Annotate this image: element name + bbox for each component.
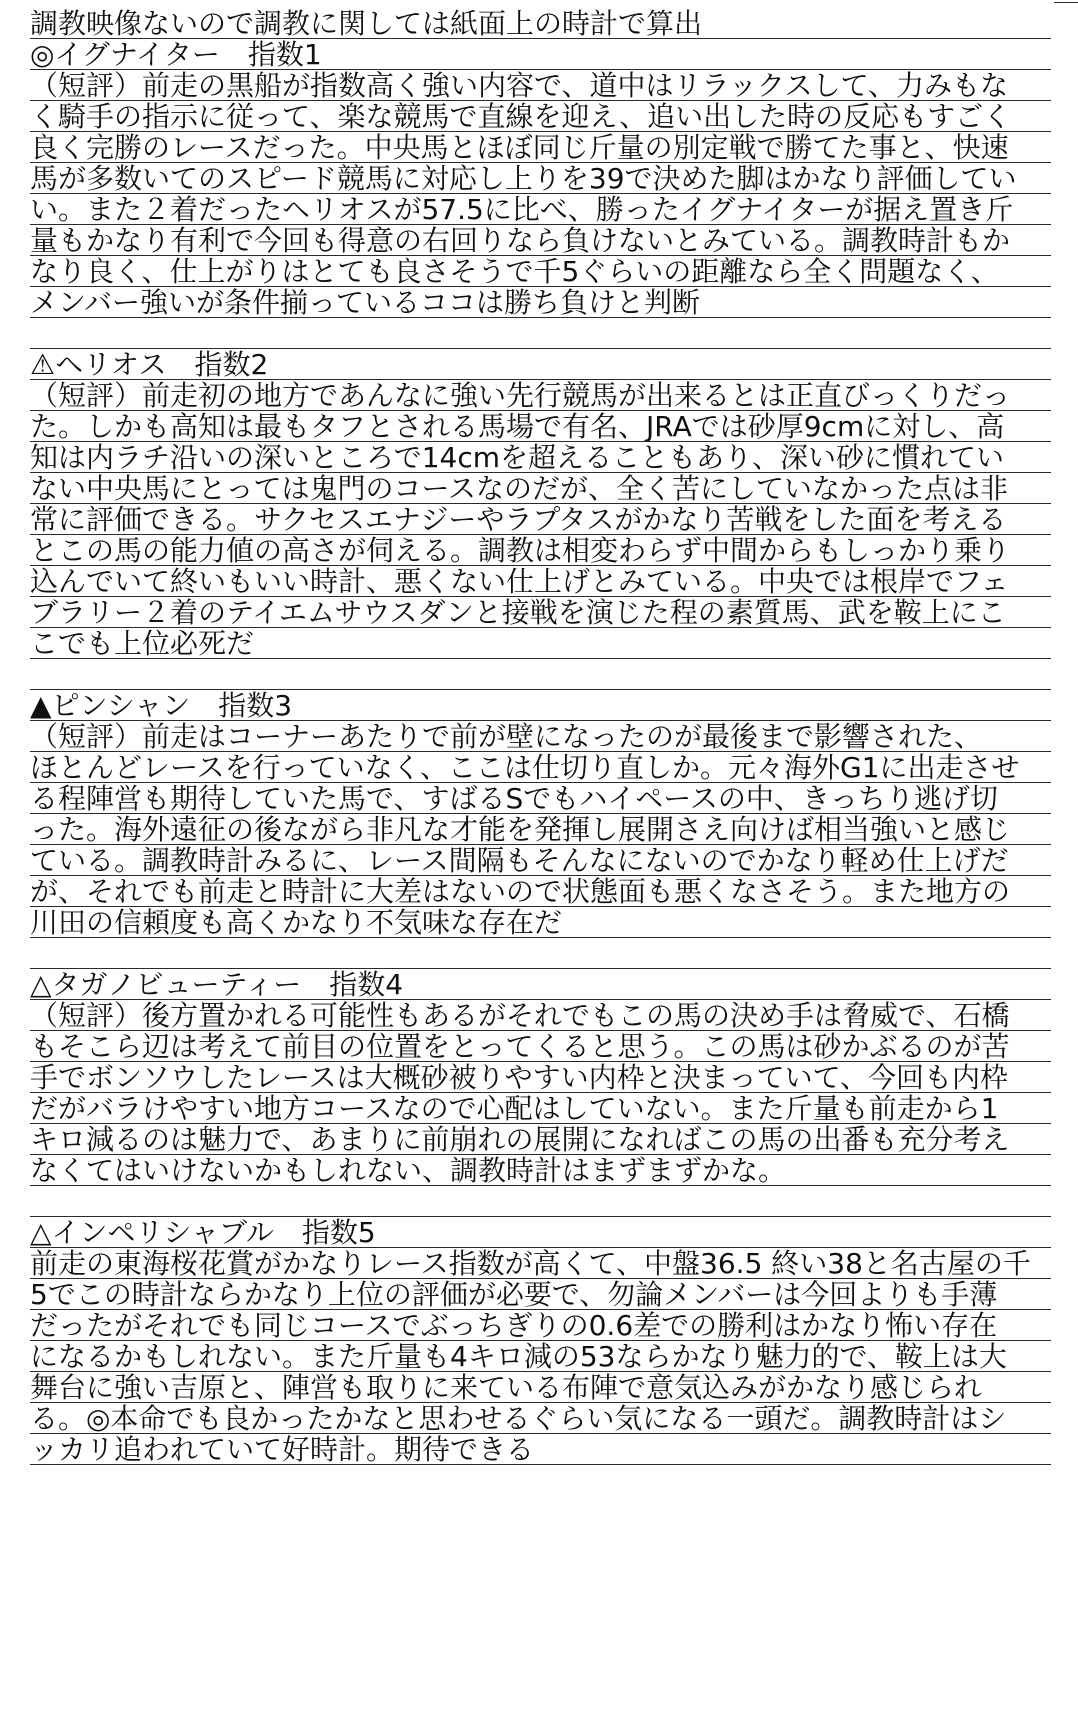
horse-heading: △タガノビューティー 指数4 — [30, 969, 1051, 1000]
text-line: メンバー強いが条件揃っているココは勝ち負けと判断 — [30, 287, 1051, 318]
text-line: ッカリ追われていて好時計。期待できる — [30, 1434, 1051, 1465]
horse-section-4 — [30, 969, 1051, 1186]
horse-section-3 — [30, 690, 1051, 938]
text-line: （短評）前走初の地方であんなに強い先行競馬が出来るとは正直びっくりだっ — [30, 380, 1051, 411]
text-line: 川田の信頼度も高くかなり不気味な存在だ — [30, 907, 1051, 938]
text-line: 量もかなり有利で今回も得意の右回りなら負けないとみている。調教時計もか — [30, 225, 1051, 256]
text-line: る。◎本命でも良かったかなと思わせるぐらい気になる一頭だ。調教時計はシ — [30, 1403, 1051, 1434]
horse-heading: ⚠ヘリオス 指数2 — [30, 349, 1051, 380]
horse-heading: ◎イグナイター 指数1 — [30, 39, 1051, 70]
text-line: こでも上位必死だ — [30, 628, 1051, 659]
blank-ruled-line — [30, 1186, 1051, 1217]
horse-section-2 — [30, 349, 1051, 659]
blank-ruled-line — [30, 938, 1051, 969]
blank-ruled-line — [30, 318, 1051, 349]
horse-section-1 — [30, 39, 1051, 318]
text-line: い。また２着だったヘリオスが57.5に比べ、勝ったイグナイターが据え置き斤 — [30, 194, 1051, 225]
text-line: もそこら辺は考えて前目の位置をとってくると思う。この馬は砂かぶるのが苦 — [30, 1031, 1051, 1062]
text-line: キロ減るのは魅力で、あまりに前崩れの展開になればこの馬の出番も充分考え — [30, 1124, 1051, 1155]
text-line: 込んでいて終いもいい時計、悪くない仕上げとみている。中央では根岸でフェ — [30, 566, 1051, 597]
text-line: 知は内ラチ沿いの深いところで14cmを超えることもあり、深い砂に慣れてい — [30, 442, 1051, 473]
text-line: だがバラけやすい地方コースなので心配はしていない。また斤量も前走から1 — [30, 1093, 1051, 1124]
text-line: になるかもしれない。また斤量も4キロ減の53ならかなり魅力的で、鞍上は大 — [30, 1341, 1051, 1372]
text-line: 前走の東海桜花賞がかなりレース指数が高くて、中盤36.5 終い38と名古屋の千 — [30, 1248, 1051, 1279]
text-line: く騎手の指示に従って、楽な競馬で直線を迎え、追い出した時の反応もすごく — [30, 101, 1051, 132]
text-line: 常に評価できる。サクセスエナジーやラプタスがかなり苦戦をした面を考える — [30, 504, 1051, 535]
text-line: 舞台に強い吉原と、陣営も取りに来ている布陣で意気込みがかなり感じられ — [30, 1372, 1051, 1403]
text-line: （短評）後方置かれる可能性もあるがそれでもこの馬の決め手は脅威で、石橋 — [30, 1000, 1051, 1031]
text-line: 良く完勝のレースだった。中央馬とほぼ同じ斤量の別定戦で勝てた事と、快速 — [30, 132, 1051, 163]
intro-line: 調教映像ないので調教に関しては紙面上の時計で算出 — [30, 8, 1051, 39]
ruled-note-sheet — [30, 8, 1051, 1465]
text-line: 馬が多数いてのスピード競馬に対応し上りを39で決めた脚はかなり評価してい — [30, 163, 1051, 194]
text-line: った。海外遠征の後ながら非凡な才能を発揮し展開さえ向けば相当強いと感じ — [30, 814, 1051, 845]
text-line: とこの馬の能力値の高さが伺える。調教は相変わらず中間からもしっかり乗り — [30, 535, 1051, 566]
text-line: た。しかも高知は最もタフとされる馬場で有名、JRAでは砂厚9cmに対し、高 — [30, 411, 1051, 442]
text-line: ない中央馬にとっては鬼門のコースなのだが、全く苦にしていなかった点は非 — [30, 473, 1051, 504]
horse-heading: △インペリシャブル 指数5 — [30, 1217, 1051, 1248]
text-line: だったがそれでも同じコースでぶっちぎりの0.6差での勝利はかなり怖い存在 — [30, 1310, 1051, 1341]
text-line: （短評）前走の黒船が指数高く強い内容で、道中はリラックスして、力みもな — [30, 70, 1051, 101]
text-line: なくてはいけないかもしれない、調教時計はまずまずかな。 — [30, 1155, 1051, 1186]
text-line: ている。調教時計みるに、レース間隔もそんなにないのでかなり軽め仕上げだ — [30, 845, 1051, 876]
text-line: 5でこの時計ならかなり上位の評価が必要で、勿論メンバーは今回よりも手薄 — [30, 1279, 1051, 1310]
text-line: る程陣営も期待していた馬で、すばるSでもハイペースの中、きっちり逃げ切 — [30, 783, 1051, 814]
horse-heading: ▲ピンシャン 指数3 — [30, 690, 1051, 721]
horse-section-5 — [30, 1217, 1051, 1465]
text-line: が、それでも前走と時計に大差はないので状態面も悪くなさそう。また地方の — [30, 876, 1051, 907]
text-line: ほとんどレースを行っていなく、ここは仕切り直しか。元々海外G1に出走させ — [30, 752, 1051, 783]
text-line: （短評）前走はコーナーあたりで前が壁になったのが最後まで影響された、 — [30, 721, 1051, 752]
text-line: ブラリー２着のテイエムサウスダンと接戦を演じた程の素質馬、武を鞍上にこ — [30, 597, 1051, 628]
top-edge-rule — [1054, 2, 1078, 3]
blank-ruled-line — [30, 659, 1051, 690]
text-line: なり良く、仕上がりはとても良さそうで千5ぐらいの距離なら全く問題なく、 — [30, 256, 1051, 287]
text-line: 手でボンソウしたレースは大概砂被りやすい内枠と決まっていて、今回も内枠 — [30, 1062, 1051, 1093]
